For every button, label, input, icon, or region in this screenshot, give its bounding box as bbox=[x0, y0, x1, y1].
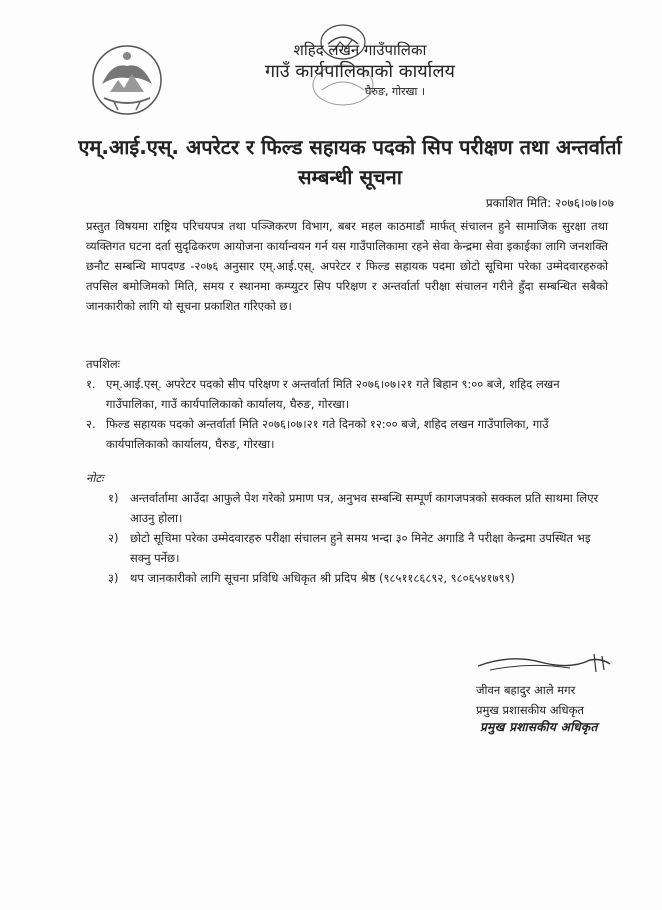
list-item-number: १. bbox=[86, 377, 96, 391]
list-item-number: १) bbox=[108, 491, 119, 505]
letterhead-address: घैरुङ, गोरखा । bbox=[364, 85, 426, 98]
signature-icon bbox=[470, 648, 620, 678]
letterhead-municipality: शहिद लखन गाउँपालिका bbox=[293, 41, 427, 59]
list-item bbox=[108, 488, 608, 528]
signatory-block bbox=[476, 680, 584, 720]
list-item-text: छोटो सूचिमा परेका उम्मेदवारहरु परीक्षा संचालन हुने समय भन्दा ३० मिनेट अगाडि नै परीक्षा केन्द्रमा उपस्थित भइ सक्नु पर्नेछ। bbox=[130, 531, 591, 565]
list-item-text: फिल्ड सहायक पदको अन्तर्वार्ता मिति २०७६।०७।२१ गते दिनको १२:०० बजे, शहिद लखन गाउँपालिका, गाउँ कार्यपालिकाको कार्यालय, घैरुङ, गोरखा। bbox=[106, 417, 549, 451]
details-label: तपशिलः bbox=[86, 357, 121, 371]
intro-paragraph: प्रस्तुत विषयमा राष्ट्रिय परिचयपत्र तथा पञ्जिकरण विभाग, बबर महल काठमाडौं मार्फत् संचालन हुने सामाजिक सुरक्षा तथा व्यक्तिगत घटना दर्ता सुदृढिकरण आयोजना कार्यान्वयन गर्न यस गाउँपालिकामा रहने सेवा केन्द्रमा सेवा इकाईका लागि जनशक्ति छनौट सम्बन्धि मापदण्ड -२०७६ अनुसार एम्.आई.एस्. अपरेटर र फिल्ड सहायक पदमा छोटो सूचिमा परेका उम्मेदवारहरुको तपसिल बमोजिमको मिति, समय र स्थानमा कम्प्युटर सिप परिक्षण र अन्तर्वार्ता परीक्षा संचालन गरीने हुँदा सम्बन्धित सबैको जानकारीको लागि यो सूचना प्रकाशित गरिएको छ। bbox=[86, 219, 608, 313]
published-date: प्रकाशित मिति: २०७६।०७।०७ bbox=[485, 196, 614, 210]
signatory-designation: प्रमुख प्रशासकीय अधिकृत bbox=[476, 703, 584, 717]
designation-stamp: प्रमुख प्रशासकीय अधिकृत bbox=[480, 720, 598, 734]
list-item-number: २. bbox=[86, 417, 96, 431]
list-item bbox=[86, 374, 608, 414]
list-item bbox=[108, 528, 608, 568]
list-item-text: अन्तर्वार्तामा आउँदा आफुले पेश गरेको प्रमाण पत्र, अनुभव सम्बन्धि सम्पूर्ण कागजपत्रको सक्कल प्रति साथमा लिएर आउनु होला। bbox=[130, 491, 599, 525]
letterhead-office: गाउँ कार्यपालिकाको कार्यालय bbox=[265, 61, 455, 82]
details-list bbox=[86, 374, 608, 454]
government-emblem-icon bbox=[88, 40, 166, 118]
list-item-number: २) bbox=[108, 531, 119, 545]
list-item-text: एम्.आई.एस्. अपरेटर पदको सीप परिक्षण र अन्तर्वार्ता मिति २०७६।०७।२१ गते बिहान ९:०० बजे, शहिद लखन गाउँपालिका, गाउँ कार्यपालिकाको कार्यालय, घैरुङ, गोरखा। bbox=[106, 377, 560, 411]
notice-title: एम्.आई.एस्. अपरेटर र फिल्ड सहायक पदको सिप परीक्षण तथा अन्तर्वार्ता सम्बन्धी सूचना bbox=[78, 135, 622, 189]
list-item-number: ३) bbox=[108, 571, 119, 585]
list-item bbox=[86, 414, 608, 454]
signatory-name: जीवन बहादुर आले मगर bbox=[476, 683, 576, 697]
notes-label: नोटः bbox=[86, 471, 104, 485]
list-item-text: थप जानकारीको लागि सूचना प्रविधि अधिकृत श्री प्रदिप श्रेष्ठ (९८५११८६८९२, ९८०६५४१७९९) bbox=[130, 571, 515, 585]
list-item bbox=[108, 568, 608, 588]
notes-list bbox=[108, 488, 608, 588]
office-seal-icon bbox=[308, 60, 378, 110]
